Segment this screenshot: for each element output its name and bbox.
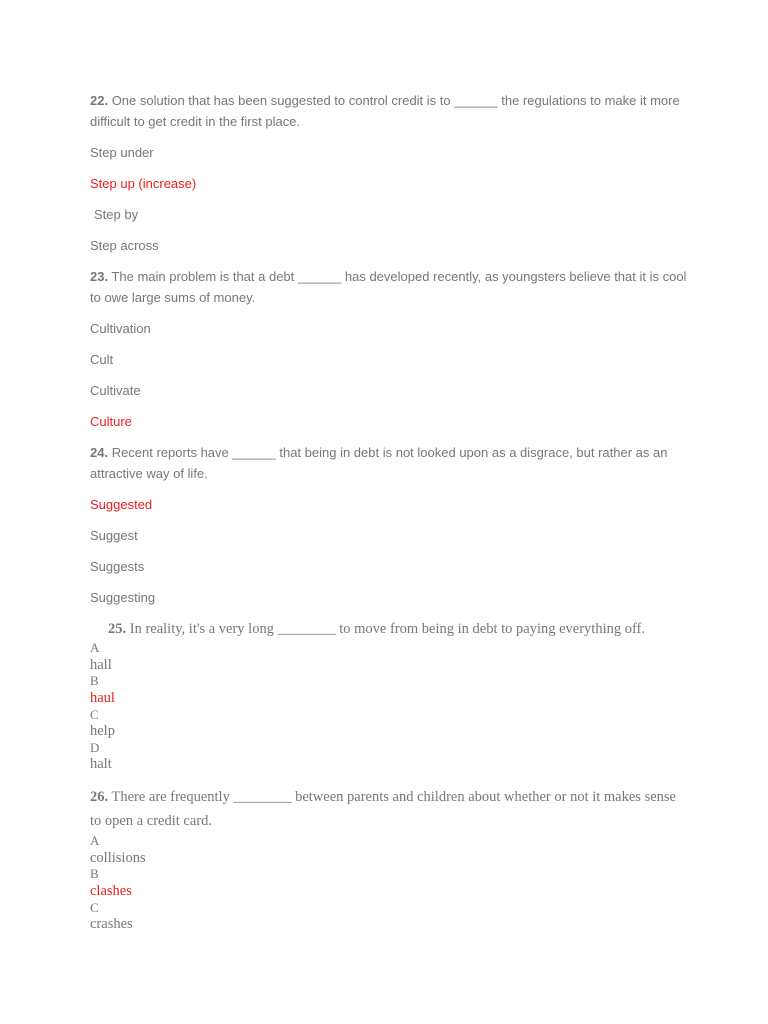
quiz-page xyxy=(90,90,690,933)
question-number: 24. xyxy=(90,445,109,460)
question-number: 23. xyxy=(90,269,109,284)
option-correct: Step up (increase) xyxy=(90,176,197,191)
option: Step by xyxy=(94,207,139,222)
question-number: 22. xyxy=(90,93,109,108)
question-text: In reality, it's a very long ________ to move from being in debt to paying everything off. xyxy=(126,621,645,637)
option-letter: C xyxy=(90,899,99,915)
option: Suggesting xyxy=(90,590,156,605)
option: Cultivation xyxy=(90,321,151,336)
option-correct: clashes xyxy=(90,882,132,899)
option-letter: C xyxy=(90,706,99,722)
option: Cultivate xyxy=(90,383,141,398)
question-text: There are frequently ________ between parents and children about whether or not it makes sense to open a credit card. xyxy=(90,789,676,830)
option: collisions xyxy=(90,849,146,866)
option-letter: D xyxy=(90,739,100,755)
option: Step across xyxy=(90,238,159,253)
option: Suggest xyxy=(90,528,138,543)
option-letter: B xyxy=(90,866,99,882)
question-text: Recent reports have ______ that being in debt is not looked upon as a disgrace, but rather as an attractive way of life. xyxy=(90,445,668,481)
option-correct: Culture xyxy=(90,414,132,429)
option: halt xyxy=(90,756,112,773)
question-text: One solution that has been suggested to control credit is to ______ the regulations to make it more difficult to get credit in the first place. xyxy=(90,93,680,129)
option: Step under xyxy=(90,145,154,160)
option-letter: B xyxy=(90,673,99,689)
option: help xyxy=(90,723,115,740)
option: Suggests xyxy=(90,559,145,574)
option: Cult xyxy=(90,352,114,367)
option-letter: A xyxy=(90,833,100,849)
question-26 xyxy=(90,785,690,833)
question-23 xyxy=(90,266,690,308)
option-correct: Suggested xyxy=(90,497,153,512)
option: crashes xyxy=(90,916,133,933)
question-24 xyxy=(90,442,690,484)
option-correct: haul xyxy=(90,689,115,706)
option-letter: A xyxy=(90,640,100,655)
question-text: The main problem is that a debt ______ has developed recently, as youngsters believe that it is cool to owe large sums of money. xyxy=(90,269,687,305)
option: hall xyxy=(90,656,112,673)
question-25 xyxy=(90,618,690,640)
question-number: 25. xyxy=(108,621,127,637)
question-22 xyxy=(90,90,690,132)
question-number: 26. xyxy=(90,789,109,806)
